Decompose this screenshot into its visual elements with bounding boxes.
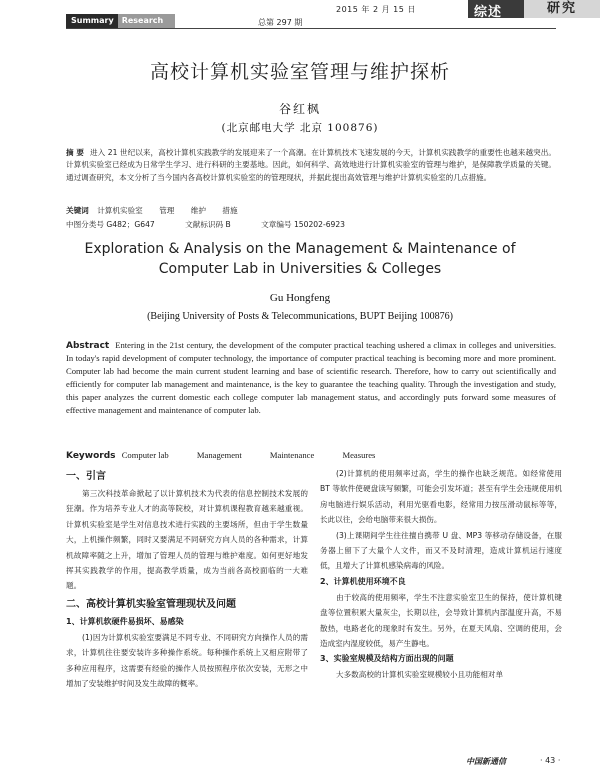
body-left-column	[66, 466, 308, 691]
header-divider	[66, 28, 556, 29]
paragraph: (2)计算机的使用频率过高，学生的操作也缺乏规范。如经常使用 BT 等软件使硬盘读写频繁，可能会引发坏道；甚至有学生会违规使用机房电脑进行娱乐活动，利用光驱看电影，经常用力按压滑动鼠标等等，长此以往，会给电脑带来很大损伤。	[320, 469, 562, 525]
paragraph: (1)因为计算机实验室要满足不同专业、不同研究方向操作人员的需求，计算机往往要安装许多种操作系统。每种操作系统上又相应附带了多种应用程序，这需要有经验的操作人员按照程序依次安装，无形之中增加了安装维护时间及发生故障的概率。	[66, 632, 308, 689]
paragraph: 大多数高校的计算机实验室规模较小且功能相对单	[336, 670, 504, 680]
en-affiliation: (Beijing University of Posts & Telecommunications, BUPT Beijing 100876)	[147, 311, 453, 322]
cn-keyword: 管理	[159, 206, 175, 215]
en-abstract	[66, 339, 556, 417]
en-abstract-label: Abstract	[66, 341, 110, 351]
cn-abstract-label: 摘 要	[66, 148, 85, 157]
en-title: Exploration & Analysis on the Management & Maintenance of Computer Lab in Universities & Colleges	[84, 241, 516, 277]
en-keyword: Maintenance	[269, 450, 315, 460]
article-number: 文章编号 150202-6923	[261, 220, 346, 229]
cn-keyword: 措施	[222, 206, 238, 215]
subsection-2-3-heading: 3、实验室规模及结构方面出现的问题	[320, 654, 454, 664]
cn-keywords	[66, 205, 252, 216]
cn-keywords-label: 关键词	[66, 206, 89, 215]
cn-abstract	[66, 147, 556, 184]
cn-keyword: 维护	[190, 206, 206, 215]
cn-keyword: 计算机实验室	[97, 206, 143, 215]
section-summary: Summary	[66, 14, 118, 28]
en-author: Gu Hongfeng	[269, 292, 331, 304]
en-abstract-text: Entering in the 21st century, the development of the computer practical teaching ushered a climax in colleges and universities. In today's rapid development of computer technology, the importance of computer practical teaching is becoming more and more prominent. Computer lab had become the main current student learning and base of scientific research. Therefore, how to carry out scientifically and efficiently for computer lab management and maintenance, is the key to guarantee the teaching quality. Through the investigation and study, this paper analyzes the current domestic each college computer lab management status, and accordingly puts forward some measures of effective management and maintenance of computer lab.	[66, 340, 556, 415]
issue-number: 总第 297 期	[258, 18, 303, 27]
body-right-column	[320, 466, 562, 683]
en-keyword: Measures	[342, 450, 376, 460]
section-2-heading: 二、高校计算机实验室管理现状及问题	[66, 598, 236, 610]
cn-author: 谷红枫	[278, 102, 321, 116]
journal-name: 中国新通信	[466, 757, 506, 766]
issue-date: 2015 年 2 月 15 日	[336, 5, 416, 14]
paragraph: 由于较高的使用频率，学生不注意实验室卫生的保持，使计算机键盘等位置积累大量灰尘，长期以往，会导致计算机内部温度升高，不易散热，电路老化的现象时有发生。另外，在夏天风扇、空调的使用，会造成室内湿度较低，易产生静电。	[320, 592, 562, 649]
en-keyword: Management	[196, 450, 242, 460]
tab-review: 综述	[474, 5, 503, 20]
en-keywords-label: Keywords	[66, 451, 116, 461]
page-number: · 43 ·	[540, 756, 561, 765]
document-code: 文献标识码 B	[185, 220, 231, 229]
en-keyword: Computer lab	[121, 450, 169, 460]
tab-research: 研究	[524, 0, 600, 18]
cn-affiliation: (北京邮电大学 北京 100876)	[221, 122, 379, 134]
section-1-heading: 一、引言	[66, 471, 106, 482]
section-label	[66, 14, 175, 28]
classification-line	[66, 219, 373, 230]
cn-title: 高校计算机实验室管理与维护探析	[149, 61, 450, 83]
paragraph: 第三次科技革命掀起了以计算机技术为代表的信息控制技术发展的狂潮。作为培养专业人才的高等院校，对计算机课程教育越来越重视。计算机实验室是学生对信息技术进行实践的主要场所，但由于学生数量大，上机操作频繁，同时又要满足不同研究方向人员的各种需求，计算机故障率随之上升，增加了管理人员的管理与维护难度。如何更好地发挥其实践教学的作用，提高教学质量，成为当前各高校面临的一大难题。	[66, 489, 308, 591]
subsection-2-1-heading: 1、计算机软硬件易损坏、易感染	[66, 616, 184, 626]
en-keywords	[66, 450, 401, 461]
subsection-2-2-heading: 2、计算机使用环境不良	[320, 576, 406, 586]
classification-number: 中图分类号 G482；G647	[66, 220, 155, 229]
cn-abstract-text: 进入 21 世纪以来，高校计算机实践教学的发展迎来了一个高潮。在计算机技术飞速发展的今天，计算机实践教学的重要性也越来越突出。计算机实验室已经成为日常学生学习、进行科研的主要基地。因此，如何科学、高效地进行计算机实验室的管理与维护，是保障教学质量的关键。通过调查研究，本文分析了当今国内各高校计算机实验室的的管理现状，并据此提出高效管理与维护计算机实验室的几点措施。	[66, 148, 556, 182]
page-number-value: 43	[545, 756, 556, 765]
paragraph: (3)上课期间学生往往擅自携带 U 盘、MP3 等移动存储设备，在服务器上留下了大量个人文件，而又不及时清理，造成计算机运行速度低，且增大了计算机感染病毒的风险。	[320, 530, 562, 571]
section-research: Research	[118, 14, 176, 28]
